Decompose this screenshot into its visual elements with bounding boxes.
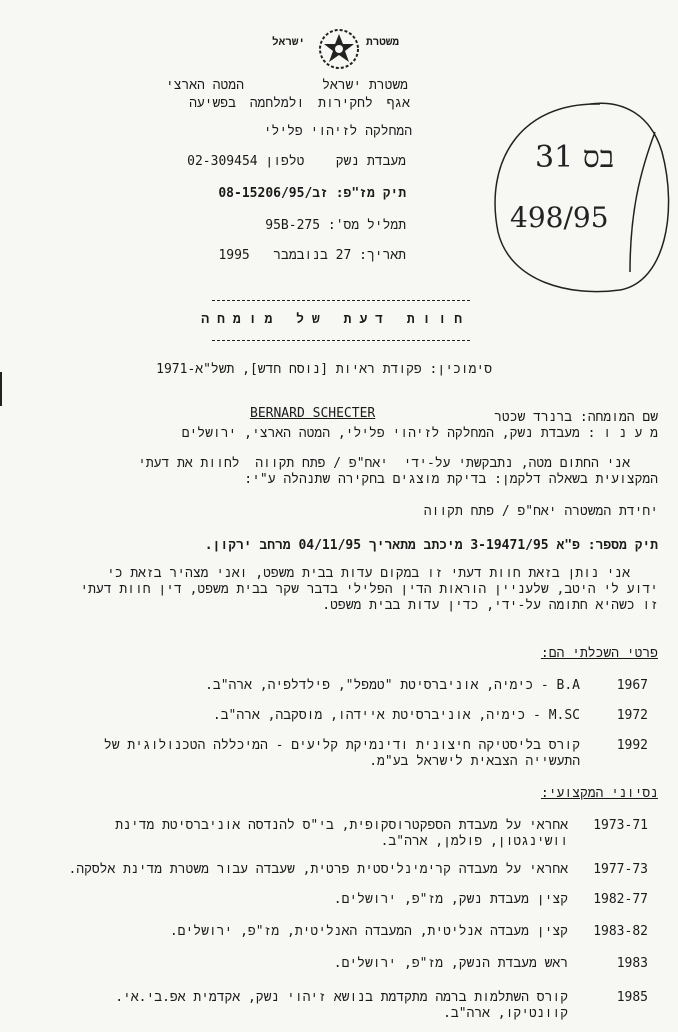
experience-year-1: 1973-71 [593,818,648,833]
org-right: ישראל [272,35,306,48]
experience-item-5: ראש מעבדת הנשק, מז"פ, ירושלים. [333,956,568,971]
handwriting-line1: 31 בס [535,140,615,175]
education-year-1: 1967 [616,678,648,693]
experience-year-6: 1985 [616,990,648,1005]
experience-item-1-cont: וושינגטון, פולמן, ארה"ב. [380,834,568,849]
handwritten-note [480,92,675,302]
expert-name: שם המומחה: ברנרד שכטר [494,410,658,425]
legal-reference: סימוכין: פקודת ראיות [נוסח חדש], תשל"א-1971 [156,362,492,377]
education-year-2: 1972 [616,708,648,723]
opinion-title: חוות דעת של מומחה [201,312,470,327]
experience-item-3: קצין מעבדת נשק, מז"פ, ירושלים. [333,892,568,907]
document-date: תאריך: 27 בנובמבר 1995 [218,248,406,263]
handwriting-line2: 498/95 [510,201,609,234]
education-item-2: M.SC - כימיה, אוניברסיטת איידהו, מוסקבה, ארה"ב. [212,708,580,723]
declaration-line2: ידוע לי היטב, שלעניין הוראות הדין הפלילי בדבר שקר בבית משפט, דין חוות דעתי [80,582,658,597]
education-item-3-cont: התעשייה הצבאית לישראל בע"מ. [369,754,580,769]
title-rule-top [212,300,470,301]
expert-address: מ ע נ ו : מעבדת נשק, המחלקה לזיהוי פלילי, המטה הארצי, ירושלים [181,426,658,441]
org-left: משטרת [366,35,400,48]
experience-year-5: 1983 [616,956,648,971]
experience-item-6-cont: קוונטיקו, ארה"ב. [443,1006,568,1021]
letterhead-line4: מעבדת נשק טלפון 02-309454 [187,154,406,169]
expert-name-latin: BERNARD SCHECTER [250,406,376,421]
education-heading: פרטי השכלתי הם: [540,646,658,661]
experience-year-3: 1982-77 [593,892,648,907]
letterhead-line3: המחלקה לזיהוי פלילי [263,124,412,139]
lab-reference: תמליל מס': 95B-275 [265,218,406,233]
title-rule-bottom [212,340,470,341]
file-reference: תיק מז"פ: זב/08-15206/95 [218,186,406,201]
police-unit: יחידת המשטרה יאח"פ / פתח תקווה [423,504,658,519]
letterhead-line2: אגף לחקירות ולמלחמה בפשיעה [189,96,410,111]
education-item-3: קורס בליסטיקה חיצונית ודינמיקת קליעים - המיכללה הטכנולוגית של [103,738,580,753]
experience-year-2: 1977-73 [593,862,648,877]
request-line1: אני החתום מטה, נתבקשתי על-ידי יאח"פ / פתח תקווה לחוות את דעתי [138,456,630,471]
experience-item-1: אחראי על מעבדת הספקטרוסקופית, בי"ס להנדסה אוניברסיטת מדינת [115,818,568,833]
education-item-1: B.A - כימיה, אוניברסיטת "טמפל", פילדלפיה, ארה"ב. [205,678,580,693]
letterhead-line1: משטרת ישראל המטה הארצי [165,78,408,93]
case-number: תיק מספר: פ"א 3-19471/95 מיכתב מתאריך 04/11/95 מרחב ירקון. [204,538,658,553]
declaration-line1: אני נותן בזאת חוות דעתי זו במקום עדות בבית משפט, ואני מצהיר בזאת כי [106,566,630,581]
request-line2: המקצועית בשאלה דלקמן: בדיקת מוצגים בחקירה שתנהלה ע"י: [244,472,658,487]
police-emblem-icon [318,28,360,70]
experience-year-4: 1983-82 [593,924,648,939]
experience-heading: נסיוני המקצועי: [540,786,658,801]
margin-mark [0,372,2,406]
declaration-line3: זו כשהיא חתומה על-ידי, כדין עדות בבית משפט. [322,598,658,613]
experience-item-2: אחראי על מעבדה קרימינליסטית פרטית, שעבדה עבור משטרת מדינת אלסקה. [68,862,568,877]
experience-item-6: קורס השתלמות ברמה מתקדמת בנושא זיהוי נשק, אקדמית אפ.בי.אי. [115,990,568,1005]
education-year-3: 1992 [616,738,648,753]
experience-item-4: קצין מעבדה אנליטית, המעבדה האנליטית, מז"פ, ירושלים. [169,924,568,939]
